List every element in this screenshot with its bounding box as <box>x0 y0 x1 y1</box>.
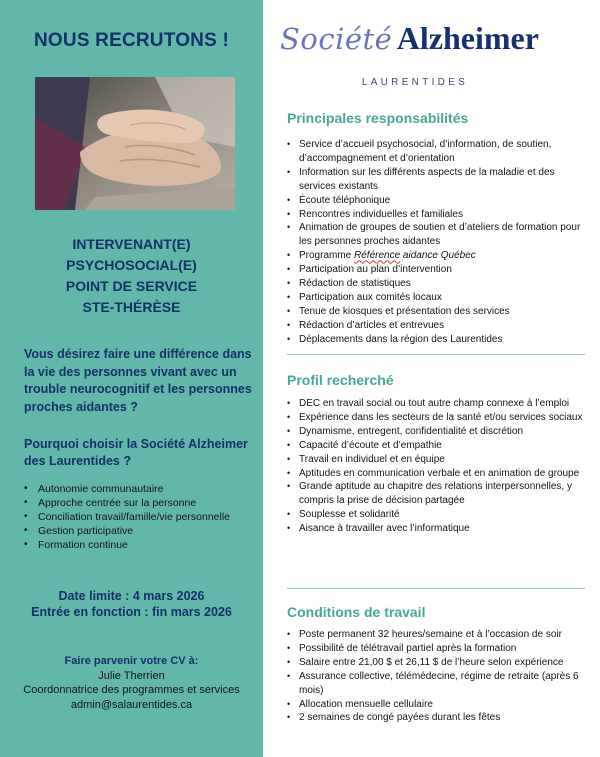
why-heading: Pourquoi choisir la Société Alzheimer des Laurentides ? <box>24 437 248 468</box>
responsibility-item: • Rencontres individuelles et familiales <box>287 208 587 222</box>
hands-photo <box>35 77 235 210</box>
condition-item: • Salaire entre 21,00 $ et 26,11 $ de l’heure selon expérience <box>287 656 587 670</box>
condition-item: • Assurance collective, télémédecine, régime de retraite (après 6 mois) <box>287 670 587 698</box>
program-suffix: aidance Québec <box>400 250 476 262</box>
responsibility-item: • Tenue de kiosques et présentation des services <box>287 305 587 319</box>
benefit-item: • Autonomie communautaire <box>24 482 260 496</box>
condition-item: • Allocation mensuelle cellulaire <box>287 698 587 712</box>
pitch-text: Vous désirez faire une différence dans la vie des personnes vivant avec un trouble neurocognitif et les personnes proches aidantes ? <box>24 347 252 414</box>
contact-block <box>0 654 263 712</box>
dates-block <box>0 588 263 620</box>
logo-word-alzheimer: Alzheimer <box>396 20 539 56</box>
profile-item: • Aptitudes en communication verbale et en animation de groupe <box>287 467 587 481</box>
job-title <box>0 234 263 318</box>
benefit-item: • Formation continue <box>24 538 260 552</box>
profile-list <box>287 397 587 536</box>
organization-logo <box>280 20 590 57</box>
responsibilities-list <box>287 138 587 347</box>
profile-item: • Travail en individuel et en équipe <box>287 453 587 467</box>
section-divider <box>287 588 585 589</box>
profile-item: • Capacité d’écoute et d’empathie <box>287 439 587 453</box>
contact-role: Coordonnatrice des programmes et services <box>23 684 240 696</box>
profile-item: • Dynamisme, entregent, confidentialité et discrétion <box>287 425 587 439</box>
condition-item: • Poste permanent 32 heures/semaine et à l’occasion de soir <box>287 628 587 642</box>
contact-email: admin@salaurentides.ca <box>70 698 193 711</box>
job-title-line: STE-THÉRÈSE <box>82 299 181 315</box>
program-name: Référence <box>354 250 401 262</box>
responsibility-item: • Déplacements dans la région des Laurentides <box>287 333 587 347</box>
recruiting-headline: NOUS RECRUTONS ! <box>34 30 229 51</box>
profile-item: • Grande aptitude au chapitre des relations interpersonnelles, y compris la prise de décision partagée <box>287 480 587 508</box>
benefit-item: • Approche centrée sur la personne <box>24 496 260 510</box>
responsibility-item: • Information sur les différents aspects de la maladie et des services existants <box>287 166 587 194</box>
conditions-list <box>287 628 587 725</box>
start-date: Entrée en fonction : fin mars 2026 <box>31 605 232 619</box>
responsibilities-heading: Principales responsabilités <box>287 110 469 126</box>
condition-item: • Possibilité de télétravail partiel après la formation <box>287 642 587 656</box>
responsibility-item: • Participation aux comités locaux <box>287 291 587 305</box>
profile-heading: Profil recherché <box>287 372 394 388</box>
responsibility-item: • Rédaction d’articles et entrevues <box>287 319 587 333</box>
deadline: Date limite : 4 mars 2026 <box>58 589 205 603</box>
responsibility-item: • Écoute téléphonique <box>287 194 587 208</box>
conditions-heading: Conditions de travail <box>287 604 426 620</box>
job-title-line: INTERVENANT(E) <box>72 236 191 252</box>
hands-illustration <box>35 77 235 210</box>
responsibility-item: • Rédaction de statistiques <box>287 277 587 291</box>
benefit-item: • Gestion participative <box>24 524 260 538</box>
left-panel <box>0 0 263 757</box>
profile-item: • Souplesse et solidarité <box>287 508 587 522</box>
logo-region: LAURENTIDES <box>361 77 469 88</box>
section-divider <box>287 354 585 355</box>
profile-item: • Aisance à travailler avec l’informatique <box>287 522 587 536</box>
benefit-item: • Conciliation travail/famille/vie personnelle <box>24 510 260 524</box>
contact-name: Julie Therrien <box>98 669 165 682</box>
responsibility-item: • Animation de groupes de soutien et d’ateliers de formation pour les personnes proches aidantes <box>287 221 587 249</box>
profile-item: • Expérience dans les secteurs de la santé et/ou services sociaux <box>287 411 587 425</box>
responsibility-item-program <box>287 249 587 263</box>
benefits-list <box>24 482 260 552</box>
contact-label: Faire parvenir votre CV à: <box>64 655 199 667</box>
condition-item: • 2 semaines de congé payées durant les fêtes <box>287 711 587 725</box>
responsibility-item: • Participation au plan d’intervention <box>287 263 587 277</box>
profile-item: • DEC en travail social ou tout autre champ connexe à l’emploi <box>287 397 587 411</box>
logo-word-societe: Société <box>280 22 393 56</box>
job-title-line: PSYCHOSOCIAL(E) <box>66 257 197 273</box>
responsibility-item: • Service d’accueil psychosocial, d’information, de soutien, d’accompagnement et d’orientation <box>287 138 587 166</box>
program-prefix: Programme <box>299 250 355 262</box>
job-title-line: POINT DE SERVICE <box>65 278 198 294</box>
